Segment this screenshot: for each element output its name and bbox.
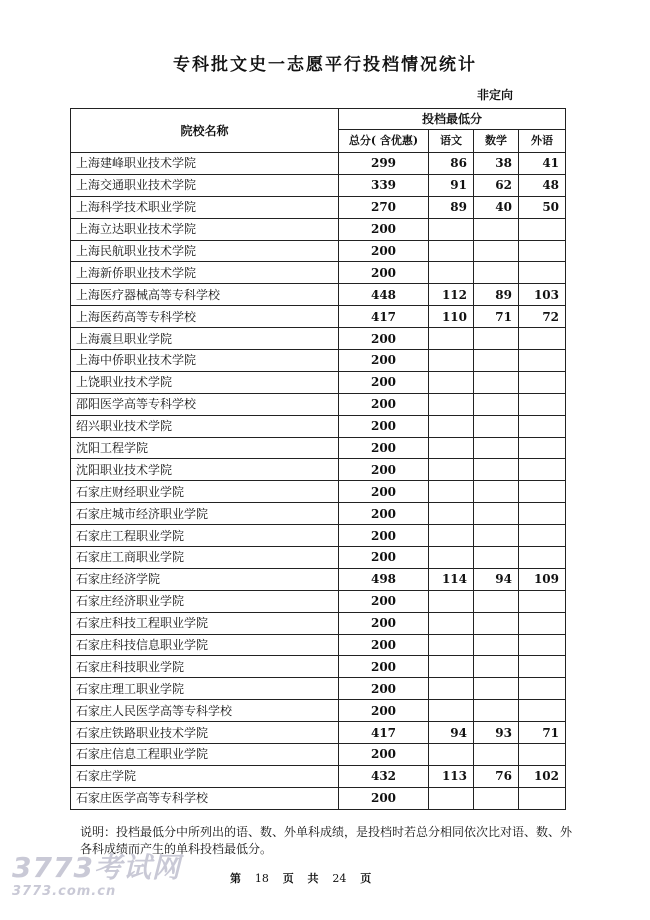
- min-score-group-header: 投档最低分: [339, 109, 566, 130]
- chinese-score-cell: [429, 612, 474, 634]
- chinese-score-cell: [429, 787, 474, 809]
- foreign-language-score-cell: [519, 350, 566, 372]
- chinese-score-cell: [429, 678, 474, 700]
- school-name-cell: 石家庄科技信息职业学院: [71, 634, 339, 656]
- math-score-cell: 71: [474, 306, 519, 328]
- math-score-cell: [474, 503, 519, 525]
- foreign-language-score-cell: 109: [519, 568, 566, 590]
- foreign-language-score-cell: [519, 481, 566, 503]
- chinese-score-cell: 114: [429, 568, 474, 590]
- chinese-score-cell: [429, 240, 474, 262]
- chinese-score-cell: [429, 459, 474, 481]
- school-name-cell: 石家庄医学高等专科学校: [71, 787, 339, 809]
- math-score-cell: [474, 328, 519, 350]
- chinese-score-cell: [429, 744, 474, 766]
- math-score-cell: 38: [474, 153, 519, 175]
- table-row: [71, 262, 566, 284]
- foreign-language-score-cell: 71: [519, 722, 566, 744]
- foreign-language-score-cell: [519, 240, 566, 262]
- page-total: 24: [332, 872, 347, 885]
- math-score-cell: [474, 481, 519, 503]
- math-score-cell: [474, 678, 519, 700]
- table-row: [71, 415, 566, 437]
- table-row: [71, 328, 566, 350]
- table-row: [71, 218, 566, 240]
- foreign-language-score-cell: [519, 525, 566, 547]
- math-score-cell: [474, 634, 519, 656]
- page-prefix: 第: [230, 872, 241, 885]
- foreign-language-score-cell: [519, 656, 566, 678]
- explanation-note: 说明：投档最低分中所列出的语、数、外单科成绩，是投档时若总分相同依次比对语、数、外各科成绩而产生的单科投档最低分。: [80, 825, 573, 856]
- table-row: [71, 525, 566, 547]
- chinese-score-cell: [429, 415, 474, 437]
- foreign-language-score-cell: 102: [519, 765, 566, 787]
- chinese-score-cell: [429, 656, 474, 678]
- math-score-cell: 93: [474, 722, 519, 744]
- chinese-score-cell: 86: [429, 153, 474, 175]
- total-score-cell: 200: [339, 656, 429, 678]
- foreign-language-score-cell: 48: [519, 174, 566, 196]
- school-name-cell: 石家庄工商职业学院: [71, 547, 339, 569]
- math-score-cell: [474, 240, 519, 262]
- school-name-cell: 上海建峰职业技术学院: [71, 153, 339, 175]
- foreign-language-score-cell: [519, 547, 566, 569]
- math-score-cell: 94: [474, 568, 519, 590]
- foreign-language-score-cell: [519, 612, 566, 634]
- table-row: [71, 765, 566, 787]
- foreign-language-score-cell: 72: [519, 306, 566, 328]
- chinese-score-cell: 113: [429, 765, 474, 787]
- table-row: [71, 174, 566, 196]
- school-name-cell: 石家庄人民医学高等专科学校: [71, 700, 339, 722]
- math-score-cell: [474, 415, 519, 437]
- school-name-cell: 上海医疗器械高等专科学校: [71, 284, 339, 306]
- table-row: [71, 393, 566, 415]
- chinese-score-cell: [429, 218, 474, 240]
- school-name-cell: 石家庄城市经济职业学院: [71, 503, 339, 525]
- school-name-cell: 石家庄信息工程职业学院: [71, 744, 339, 766]
- math-score-cell: [474, 218, 519, 240]
- site-watermark: [12, 846, 181, 899]
- foreign-language-score-cell: [519, 371, 566, 393]
- total-score-cell: 417: [339, 722, 429, 744]
- table-row: [71, 744, 566, 766]
- total-score-cell: 417: [339, 306, 429, 328]
- chinese-score-cell: 94: [429, 722, 474, 744]
- math-score-cell: [474, 437, 519, 459]
- total-score-cell: 200: [339, 481, 429, 503]
- chinese-score-cell: [429, 700, 474, 722]
- school-name-cell: 石家庄铁路职业技术学院: [71, 722, 339, 744]
- foreign-language-score-cell: 41: [519, 153, 566, 175]
- table-row: [71, 153, 566, 175]
- total-score-cell: 200: [339, 678, 429, 700]
- school-name-cell: 上海科学技术职业学院: [71, 196, 339, 218]
- table-row: [71, 590, 566, 612]
- total-score-cell: 200: [339, 371, 429, 393]
- math-score-cell: 62: [474, 174, 519, 196]
- school-name-cell: 上海医药高等专科学校: [71, 306, 339, 328]
- foreign-language-score-cell: [519, 393, 566, 415]
- table-row: [71, 634, 566, 656]
- total-score-cell: 200: [339, 459, 429, 481]
- foreign-language-score-cell: [519, 744, 566, 766]
- table-row: [71, 700, 566, 722]
- table-row: [71, 722, 566, 744]
- table-row: [71, 503, 566, 525]
- foreign-language-score-cell: [519, 678, 566, 700]
- school-name-cell: 上海中侨职业技术学院: [71, 350, 339, 372]
- school-name-cell: 石家庄科技职业学院: [71, 656, 339, 678]
- admission-score-table: [70, 108, 566, 810]
- chinese-score-cell: [429, 547, 474, 569]
- chinese-score-cell: [429, 350, 474, 372]
- total-score-cell: 200: [339, 547, 429, 569]
- school-name-cell: 绍兴职业技术学院: [71, 415, 339, 437]
- table-row: [71, 437, 566, 459]
- total-score-cell: 200: [339, 787, 429, 809]
- total-score-header: 总分( 含优惠): [339, 130, 429, 153]
- chinese-score-cell: 110: [429, 306, 474, 328]
- table-row: [71, 350, 566, 372]
- total-score-cell: 200: [339, 393, 429, 415]
- table-row: [71, 371, 566, 393]
- school-name-header: 院校名称: [71, 109, 339, 153]
- page-mid: 页 共: [282, 872, 319, 885]
- math-score-cell: 89: [474, 284, 519, 306]
- table-row: [71, 481, 566, 503]
- foreign-language-score-cell: [519, 590, 566, 612]
- total-score-cell: 200: [339, 634, 429, 656]
- school-name-cell: 石家庄财经职业学院: [71, 481, 339, 503]
- math-score-cell: [474, 744, 519, 766]
- foreign-language-score-cell: [519, 503, 566, 525]
- chinese-score-cell: [429, 262, 474, 284]
- math-score-cell: [474, 547, 519, 569]
- math-score-cell: [474, 612, 519, 634]
- table-row: [71, 240, 566, 262]
- chinese-score-cell: [429, 328, 474, 350]
- page-footer: [230, 870, 371, 886]
- foreign-language-score-cell: [519, 634, 566, 656]
- total-score-cell: 200: [339, 328, 429, 350]
- table-row: [71, 306, 566, 328]
- chinese-score-cell: [429, 590, 474, 612]
- foreign-language-score-cell: [519, 459, 566, 481]
- foreign-language-score-cell: [519, 415, 566, 437]
- math-score-cell: [474, 525, 519, 547]
- math-score-cell: [474, 393, 519, 415]
- chinese-score-cell: [429, 503, 474, 525]
- total-score-cell: 200: [339, 525, 429, 547]
- chinese-score-header: 语文: [429, 130, 474, 153]
- chinese-score-cell: 112: [429, 284, 474, 306]
- chinese-score-cell: [429, 634, 474, 656]
- total-score-cell: 432: [339, 765, 429, 787]
- foreign-language-score-cell: [519, 700, 566, 722]
- total-score-cell: 200: [339, 612, 429, 634]
- foreign-language-score-cell: 103: [519, 284, 566, 306]
- watermark-brand: 3773考试网: [12, 851, 181, 884]
- table-row: [71, 196, 566, 218]
- table-row: [71, 787, 566, 809]
- math-score-cell: [474, 459, 519, 481]
- math-score-cell: [474, 262, 519, 284]
- total-score-cell: 270: [339, 196, 429, 218]
- school-name-cell: 上饶职业技术学院: [71, 371, 339, 393]
- school-name-cell: 上海立达职业技术学院: [71, 218, 339, 240]
- school-name-cell: 上海民航职业技术学院: [71, 240, 339, 262]
- total-score-cell: 200: [339, 415, 429, 437]
- math-score-cell: [474, 656, 519, 678]
- total-score-cell: 200: [339, 350, 429, 372]
- page-suffix: 页: [360, 872, 372, 885]
- total-score-cell: 200: [339, 240, 429, 262]
- total-score-cell: 200: [339, 590, 429, 612]
- school-name-cell: 沈阳工程学院: [71, 437, 339, 459]
- foreign-language-score-cell: 50: [519, 196, 566, 218]
- table-row: [71, 568, 566, 590]
- chinese-score-cell: [429, 481, 474, 503]
- watermark-url: 3773.com.cn: [12, 884, 117, 899]
- math-score-cell: 76: [474, 765, 519, 787]
- foreign-language-score-cell: [519, 787, 566, 809]
- table-row: [71, 459, 566, 481]
- table-row: [71, 678, 566, 700]
- school-name-cell: 上海交通职业技术学院: [71, 174, 339, 196]
- category-label: 非定向: [477, 88, 514, 102]
- chinese-score-cell: [429, 393, 474, 415]
- table-body: [71, 153, 566, 810]
- table-row: [71, 612, 566, 634]
- total-score-cell: 339: [339, 174, 429, 196]
- total-score-cell: 200: [339, 262, 429, 284]
- foreign-language-score-cell: [519, 262, 566, 284]
- total-score-cell: 299: [339, 153, 429, 175]
- school-name-cell: 石家庄科技工程职业学院: [71, 612, 339, 634]
- school-name-cell: 沈阳职业技术学院: [71, 459, 339, 481]
- math-score-cell: [474, 590, 519, 612]
- table-row: [71, 656, 566, 678]
- school-name-cell: 上海新侨职业技术学院: [71, 262, 339, 284]
- foreign-language-score-cell: [519, 328, 566, 350]
- school-name-cell: 石家庄学院: [71, 765, 339, 787]
- total-score-cell: 200: [339, 503, 429, 525]
- foreign-language-score-cell: [519, 437, 566, 459]
- school-name-cell: 石家庄工程职业学院: [71, 525, 339, 547]
- foreign-language-score-cell: [519, 218, 566, 240]
- math-score-cell: [474, 700, 519, 722]
- total-score-cell: 498: [339, 568, 429, 590]
- school-name-cell: 石家庄经济学院: [71, 568, 339, 590]
- document-title: 专科批文史一志愿平行投档情况统计: [173, 55, 477, 75]
- table-row: [71, 547, 566, 569]
- total-score-cell: 200: [339, 218, 429, 240]
- math-score-cell: [474, 350, 519, 372]
- chinese-score-cell: [429, 525, 474, 547]
- total-score-cell: 200: [339, 437, 429, 459]
- math-score-cell: [474, 371, 519, 393]
- chinese-score-cell: 91: [429, 174, 474, 196]
- total-score-cell: 200: [339, 700, 429, 722]
- chinese-score-cell: [429, 437, 474, 459]
- foreign-language-score-header: 外语: [519, 130, 566, 153]
- total-score-cell: 448: [339, 284, 429, 306]
- chinese-score-cell: 89: [429, 196, 474, 218]
- table-row: [71, 284, 566, 306]
- school-name-cell: 石家庄经济职业学院: [71, 590, 339, 612]
- math-score-header: 数学: [474, 130, 519, 153]
- school-name-cell: 石家庄理工职业学院: [71, 678, 339, 700]
- math-score-cell: 40: [474, 196, 519, 218]
- page-number: 18: [254, 872, 269, 885]
- school-name-cell: 邵阳医学高等专科学校: [71, 393, 339, 415]
- total-score-cell: 200: [339, 744, 429, 766]
- school-name-cell: 上海震旦职业学院: [71, 328, 339, 350]
- chinese-score-cell: [429, 371, 474, 393]
- math-score-cell: [474, 787, 519, 809]
